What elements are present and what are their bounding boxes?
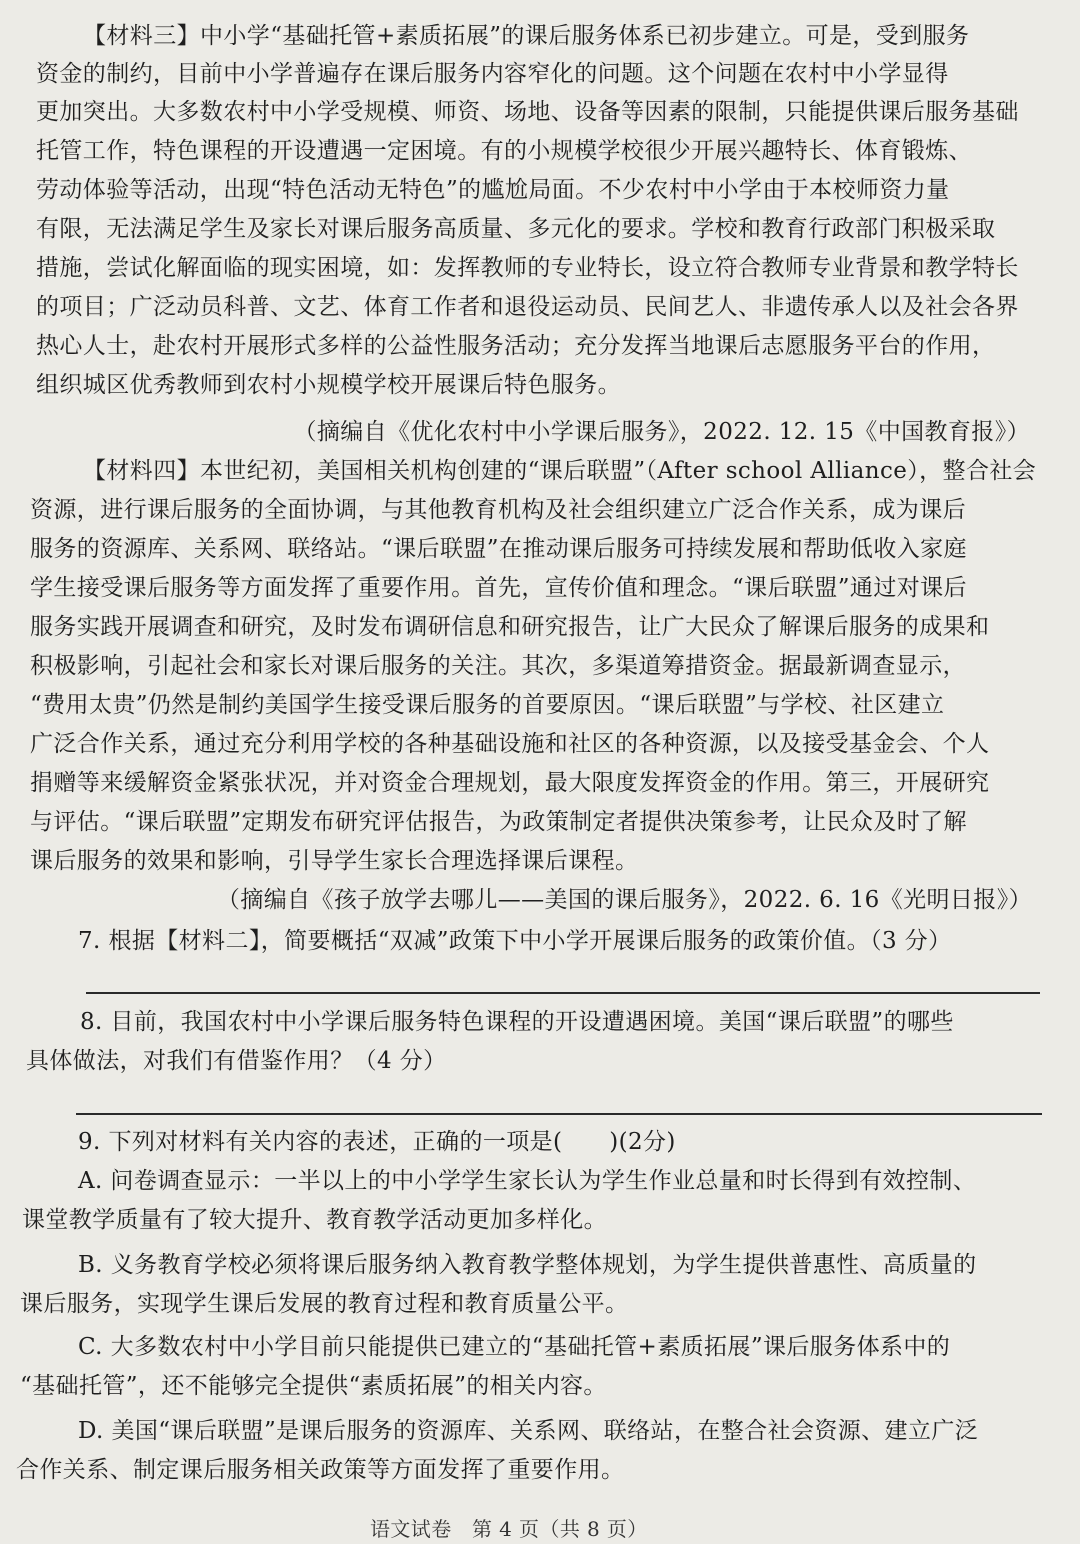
answer-line-q8[interactable] xyxy=(76,1113,1042,1115)
material-3-line: 劳动体验等活动，出现“特色活动无特色”的尴尬局面。不少农村中小学由于本校师资力量 xyxy=(36,177,950,203)
material-4-line: 积极影响，引起社会和家长对课后服务的关注。其次，多渠道筹措资金。据最新调查显示， xyxy=(30,653,966,679)
material-4-line: 课后服务的效果和影响，引导学生家长合理选择课后课程。 xyxy=(30,848,639,874)
option-a-line: 课堂教学质量有了较大提升、教育教学活动更加多样化。 xyxy=(22,1207,607,1233)
material-3-line: 托管工作，特色课程的开设遭遇一定困境。有的小规模学校很少开展兴趣特长、体育锻炼、 xyxy=(36,138,972,164)
option-a-line: A. 问卷调查显示：一半以上的中小学学生家长认为学生作业总量和时长得到有效控制、 xyxy=(78,1168,977,1194)
material-4-line: 服务的资源库、关系网、联络站。“课后联盟”在推动课后服务可持续发展和帮助低收入家庭 xyxy=(30,536,967,562)
question-7: 7. 根据【材料二】，简要概括“双减”政策下中小学开展课后服务的政策价值。（3 分） xyxy=(78,928,952,954)
option-d-line: D. 美国“课后联盟”是课后服务的资源库、关系网、联络站，在整合社会资源、建立广泛 xyxy=(78,1418,979,1444)
material-3-source: （摘编自《优化农村中小学课后服务》，2022. 12. 15《中国教育报》） xyxy=(293,419,1030,445)
material-4-line: 学生接受课后服务等方面发挥了重要作用。首先，宣传价值和理念。“课后联盟”通过对课后 xyxy=(30,575,967,601)
option-c-line: “基础托管”，还不能够完全提供“素质拓展”的相关内容。 xyxy=(20,1373,607,1399)
material-4-line: 捐赠等来缓解资金紧张状况，并对资金合理规划，最大限度发挥资金的作用。第三，开展研究 xyxy=(30,770,990,796)
material-3-line: 有限，无法满足学生及家长对课后服务高质量、多元化的要求。学校和教育行政部门积极采取 xyxy=(36,216,996,242)
material-4-line: “费用太贵”仍然是制约美国学生接受课后服务的首要原因。“课后联盟”与学校、社区建立 xyxy=(30,692,945,718)
material-3-line: 更加突出。大多数农村中小学受规模、师资、场地、设备等因素的限制，只能提供课后服务基础 xyxy=(36,99,1019,125)
question-8-line: 8. 目前，我国农村中小学课后服务特色课程的开设遭遇困境。美国“课后联盟”的哪些 xyxy=(80,1009,954,1035)
material-3-line: 的项目；广泛动员科普、文艺、体育工作者和退役运动员、民间艺人、非遗传承人以及社会各界 xyxy=(36,294,1019,320)
answer-line-q7[interactable] xyxy=(86,992,1040,994)
material-3-line: 热心人士，赴农村开展形式多样的公益性服务活动；充分发挥当地课后志愿服务平台的作用， xyxy=(36,333,996,359)
material-4-line: 服务实践开展调查和研究，及时发布调研信息和研究报告，让广大民众了解课后服务的成果和 xyxy=(30,614,990,640)
material-4-line: 与评估。“课后联盟”定期发布研究评估报告，为政策制定者提供决策参考，让民众及时了解 xyxy=(30,809,967,835)
material-3-line: 【材料三】中小学“基础托管+素质拓展”的课后服务体系已初步建立。可是，受到服务 xyxy=(83,23,970,49)
material-4-line: 广泛合作关系，通过充分利用学校的各种基础设施和社区的各种资源，以及接受基金会、个人 xyxy=(30,731,990,757)
option-b-line: 课后服务，实现学生课后发展的教育过程和教育质量公平。 xyxy=(20,1291,629,1317)
material-4-line: 【材料四】本世纪初，美国相关机构创建的“课后联盟”（After school Alliance），整合社会 xyxy=(83,458,1037,484)
material-3-line: 措施，尝试化解面临的现实困境，如：发挥教师的专业特长，设立符合教师专业背景和教学特长 xyxy=(36,255,1019,281)
material-3-line: 组织城区优秀教师到农村小规模学校开展课后特色服务。 xyxy=(36,372,621,398)
material-4-line: 资源，进行课后服务的全面协调，与其他教育机构及社会组织建立广泛合作关系，成为课后 xyxy=(30,497,966,523)
option-b-line: B. 义务教育学校必须将课后服务纳入教育教学整体规划，为学生提供普惠性、高质量的 xyxy=(78,1252,977,1278)
material-3-line: 资金的制约，目前中小学普遍存在课后服务内容窄化的问题。这个问题在农村中小学显得 xyxy=(36,61,949,87)
question-9-stem: 9. 下列对材料有关内容的表述，正确的一项是( )(2分) xyxy=(78,1129,676,1155)
material-4-source: （摘编自《孩子放学去哪儿——美国的课后服务》，2022. 6. 16《光明日报》） xyxy=(216,887,1032,913)
option-d-line: 合作关系、制定课后服务相关政策等方面发挥了重要作用。 xyxy=(16,1457,625,1483)
page-footer: 语文试卷 第 4 页（共 8 页） xyxy=(370,1517,648,1541)
option-c-line: C. 大多数农村中小学目前只能提供已建立的“基础托管+素质拓展”课后服务体系中的 xyxy=(78,1334,951,1360)
question-8-line: 具体做法，对我们有借鉴作用？（4 分） xyxy=(26,1048,447,1074)
